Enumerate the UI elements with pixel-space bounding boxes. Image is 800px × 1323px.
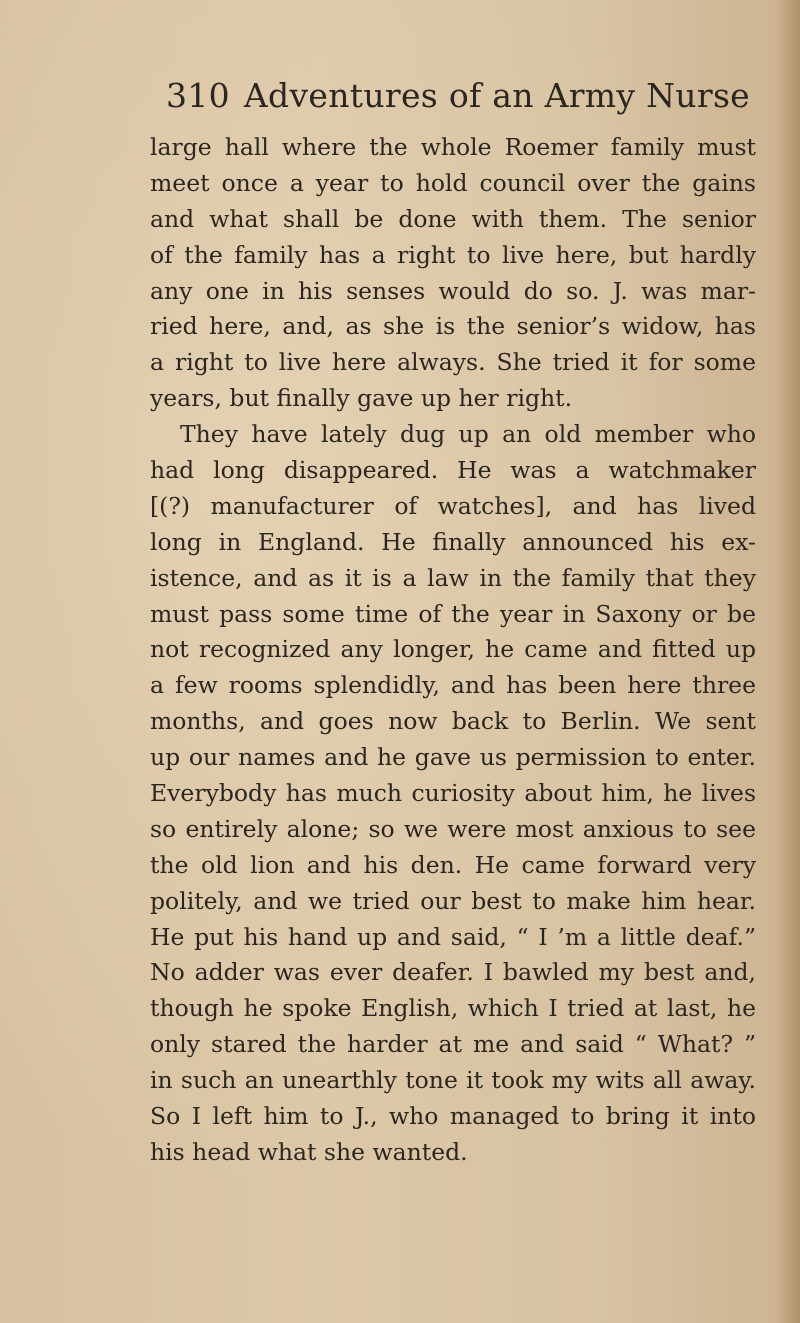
text-line: politely, and we tried our best to make him hear. xyxy=(150,886,756,915)
text-line: ried here, and, as she is the senior’s widow, has xyxy=(150,312,756,341)
text-line: the old lion and his den. He came forward very xyxy=(150,850,756,879)
running-header xyxy=(166,74,750,118)
text-line: a few rooms splendidly, and has been here three xyxy=(150,671,756,700)
text-line: in such an unearthly tone it took my wits all away. xyxy=(150,1066,756,1095)
text-line: years, but finally gave up her right. xyxy=(150,384,573,413)
text-line: istence, and as it is a law in the family that they xyxy=(150,563,756,592)
text-line: No adder was ever deafer. I bawled my best and, xyxy=(150,958,756,987)
text-line: had long disappeared. He was a watchmaker xyxy=(150,456,756,485)
text-line: up our names and he gave us permission to enter. xyxy=(150,743,756,772)
text-line: and what shall be done with them. The senior xyxy=(150,204,756,233)
text-line: though he spoke English, which I tried at last, he xyxy=(150,994,756,1023)
text-line: So I left him to J., who managed to bring it into xyxy=(150,1102,756,1131)
text-line: meet once a year to hold council over the gains xyxy=(150,168,756,197)
text-line: so entirely alone; so we were most anxious to see xyxy=(150,814,756,843)
page-edge-shadow xyxy=(774,0,800,1323)
text-line: must pass some time of the year in Saxony or be xyxy=(150,599,756,628)
text-line: only stared the harder at me and said “ What? ” xyxy=(150,1030,756,1059)
text-line: any one in his senses would do so. J. was mar- xyxy=(150,276,756,305)
text-line: large hall where the whole Roemer family must xyxy=(150,133,756,161)
page-number: 310 xyxy=(166,76,230,115)
text-line: months, and goes now back to Berlin. We sent xyxy=(150,707,756,736)
text-line: a right to live here always. She tried it for some xyxy=(150,348,756,377)
text-line: long in England. He finally announced his ex- xyxy=(150,527,756,556)
body-text xyxy=(150,130,756,1171)
text-line: of the family has a right to live here, but hardly xyxy=(150,240,756,269)
text-line: not recognized any longer, he came and fitted up xyxy=(150,635,756,664)
running-title: Adventures of an Army Nurse xyxy=(243,76,751,115)
text-line: They have lately dug up an old member who xyxy=(180,420,756,449)
text-line: Everybody has much curiosity about him, he lives xyxy=(150,779,756,808)
text-line: [(?) manufacturer of watches], and has lived xyxy=(150,491,756,520)
text-line: his head what she wanted. xyxy=(150,1137,468,1166)
text-line: He put his hand up and said, “ I ’m a little deaf.” xyxy=(150,922,756,951)
